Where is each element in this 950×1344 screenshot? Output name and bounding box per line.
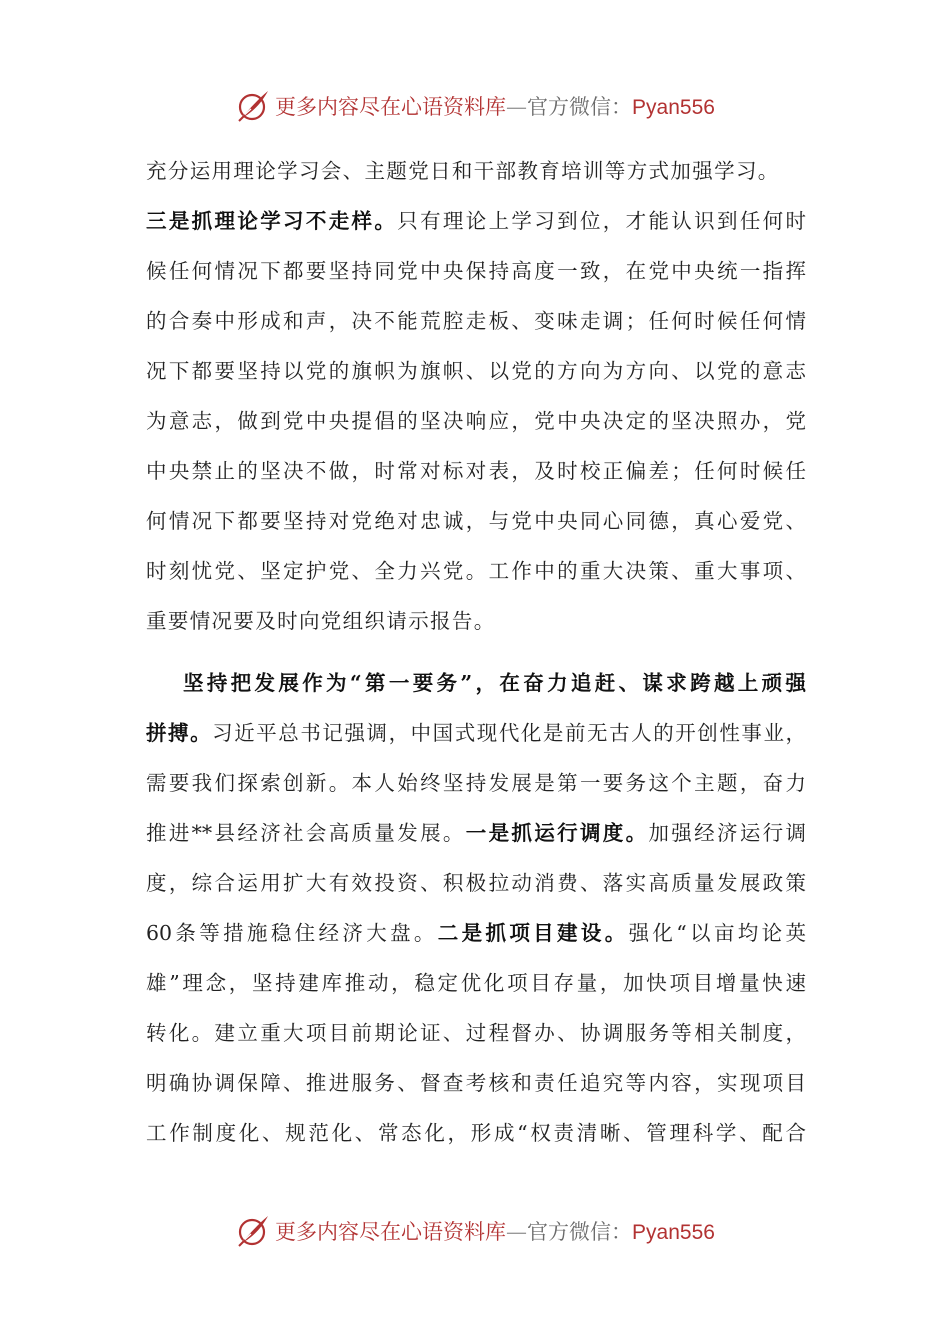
text-line: 明确协调保障、推进服务、督查考核和责任追究等内容，实现项目 [146,1071,806,1095]
header-banner [0,86,950,126]
text-line: 60条等措施稳住经济大盘。二是抓项目建设。强化“以亩均论英 [146,921,807,945]
text-line: 度，综合运用扩大有效投资、积极拉动消费、落实高质量发展政策 [146,871,806,895]
footer-separator: — [506,1220,528,1244]
text-line: 重要情况要及时向党组织请示报告。 [146,609,496,633]
header-wechat-id: Pyan556 [632,96,715,119]
paragraph-gap [146,646,806,658]
section-heading-end: 拼搏。 [146,721,213,745]
feather-pen-logo-icon [235,1213,271,1249]
text-line: 为意志，做到党中央提倡的坚决响应，党中央决定的坚决照办，党 [146,409,806,433]
text-line: 需要我们探索创新。本人始终坚持发展是第一要务这个主题，奋力 [146,771,806,795]
text-line: 候任何情况下都要坚持同党中央保持高度一致，在党中央统一指挥 [146,259,806,283]
text-line: 的合奏中形成和声，决不能荒腔走板、变味走调；任何时候任何情 [146,309,806,333]
text-line: 何情况下都要坚持对党绝对忠诚，与党中央同心同德，真心爱党、 [146,509,806,533]
text-line: 转化。建立重大项目前期论证、过程督办、协调服务等相关制度， [146,1021,806,1045]
bold-heading: 二是抓项目建设。 [437,921,629,945]
text-line: 推进**县经济社会高质量发展。一是抓运行调度。加强经济运行调 [146,821,807,845]
bold-heading: 一是抓运行调度。 [465,821,649,845]
footer-wechat-label: 官方微信： [527,1220,633,1244]
document-body [146,146,806,1158]
text-line: 工作制度化、规范化、常态化，形成“权责清晰、管理科学、配合 [146,1121,806,1145]
text-line: 时刻忧党、坚定护党、全力兴党。工作中的重大决策、重大事项、 [146,559,806,583]
header-separator: — [506,95,528,119]
text-line: 三是抓理论学习不走样。只有理论上学习到位，才能认识到任何时 [146,209,807,233]
text-line: 况下都要坚持以党的旗帜为旗帜、以党的方向为方向、以党的意志 [146,359,806,383]
text-line: 充分运用理论学习会、主题党日和干部教育培训等方式加强学习。 [146,159,780,183]
text-line [146,658,806,708]
section-heading: 坚持把发展作为“第一要务”，在奋力追赶、谋求跨越上顽强 [183,671,806,695]
header-wechat-label: 官方微信： [527,95,633,119]
text-line: 中央禁止的坚决不做，时常对标对表，及时校正偏差；任何时候任 [146,459,806,483]
feather-pen-logo-icon [235,88,271,124]
bold-heading: 三是抓理论学习不走样。 [146,209,398,233]
text-line: 雄”理念，坚持建库推动，稳定优化项目存量，加快项目增量快速 [146,971,806,995]
footer-banner [0,1211,950,1251]
footer-wechat-id: Pyan556 [632,1221,715,1244]
text-line: 拼搏。习近平总书记强调，中国式现代化是前无古人的开创性事业， [146,721,806,745]
header-brand: 更多内容尽在心语资料库 [275,95,507,119]
footer-brand: 更多内容尽在心语资料库 [275,1220,507,1244]
